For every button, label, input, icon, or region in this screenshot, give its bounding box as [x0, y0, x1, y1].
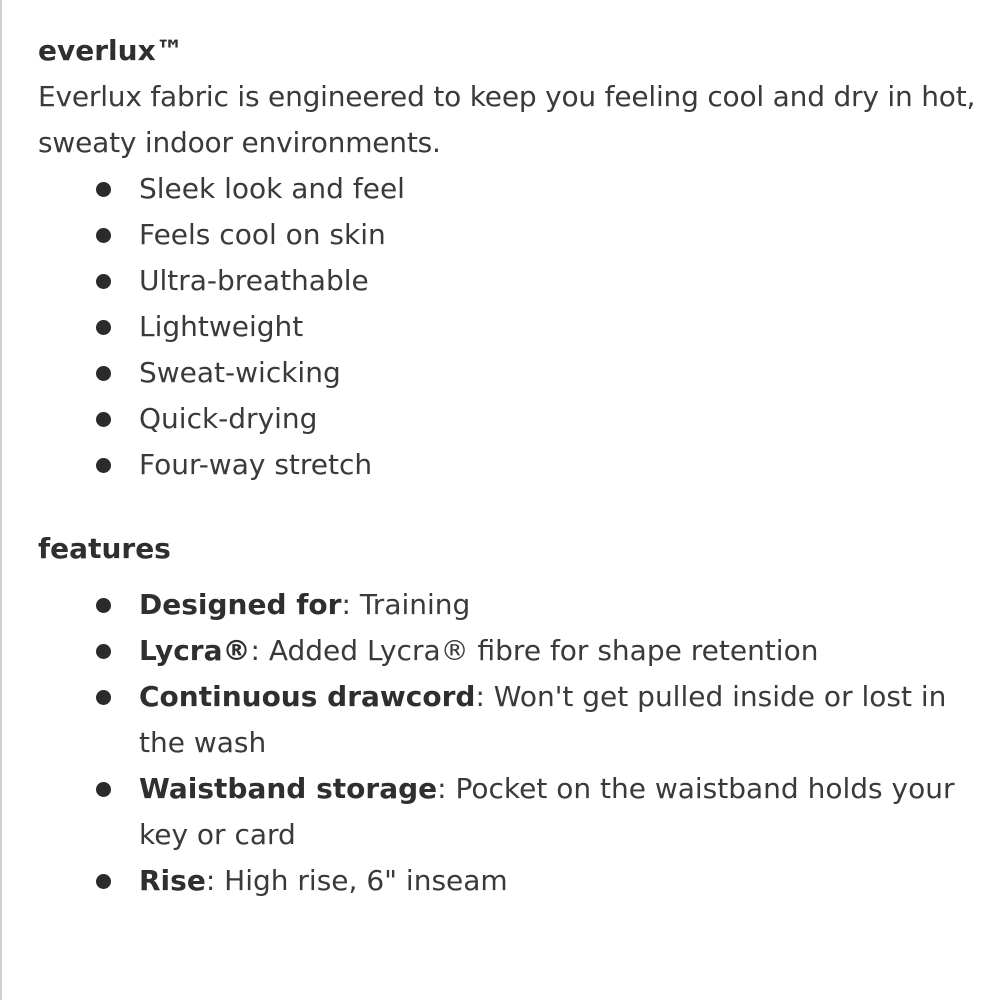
bullet-icon — [96, 458, 111, 473]
bullet-icon — [96, 644, 111, 659]
feature-label: Lycra® — [139, 634, 251, 667]
bullet-icon — [96, 228, 111, 243]
feature-item-waistband-storage — [38, 766, 978, 858]
everlux-heading: everlux™ — [38, 34, 184, 67]
feature-item-lycra — [38, 628, 978, 674]
feature-item-rise — [38, 858, 978, 904]
feature-text: : Added Lycra® fibre for shape retention — [250, 634, 819, 667]
list-item: Sleek look and feel — [38, 166, 978, 212]
feature-text: : Won't get pulled inside or lost in the wash — [139, 680, 947, 759]
list-item: Ultra-breathable — [38, 258, 978, 304]
bullet-icon — [96, 412, 111, 427]
section-spacer — [38, 488, 978, 526]
bullet-icon — [96, 598, 111, 613]
feature-label: Rise — [139, 864, 206, 897]
feature-item-designed-for — [38, 582, 978, 628]
features-list — [38, 582, 978, 904]
everlux-benefits-list — [38, 166, 978, 488]
everlux-description: Everlux fabric is engineered to keep you feeling cool and dry in hot, sweaty indoor environments. — [38, 80, 976, 159]
bullet-icon — [96, 874, 111, 889]
list-item: Four-way stretch — [38, 442, 978, 488]
bullet-icon — [96, 320, 111, 335]
feature-text: : Pocket on the waistband holds your key or card — [139, 772, 955, 851]
feature-text: : High rise, 6" inseam — [205, 864, 508, 897]
bullet-icon — [96, 182, 111, 197]
feature-label: Continuous drawcord — [139, 680, 476, 713]
list-item: Feels cool on skin — [38, 212, 978, 258]
feature-label: Designed for — [139, 588, 342, 621]
bullet-icon — [96, 690, 111, 705]
left-border-line — [0, 0, 2, 1000]
list-item: Lightweight — [38, 304, 978, 350]
bullet-icon — [96, 366, 111, 381]
product-details — [38, 28, 978, 904]
list-item: Sweat-wicking — [38, 350, 978, 396]
bullet-icon — [96, 782, 111, 797]
feature-item-continuous-drawcord — [38, 674, 978, 766]
feature-text: : Training — [341, 588, 471, 621]
feature-label: Waistband storage — [139, 772, 438, 805]
bullet-icon — [96, 274, 111, 289]
features-heading: features — [38, 532, 171, 565]
list-item: Quick-drying — [38, 396, 978, 442]
